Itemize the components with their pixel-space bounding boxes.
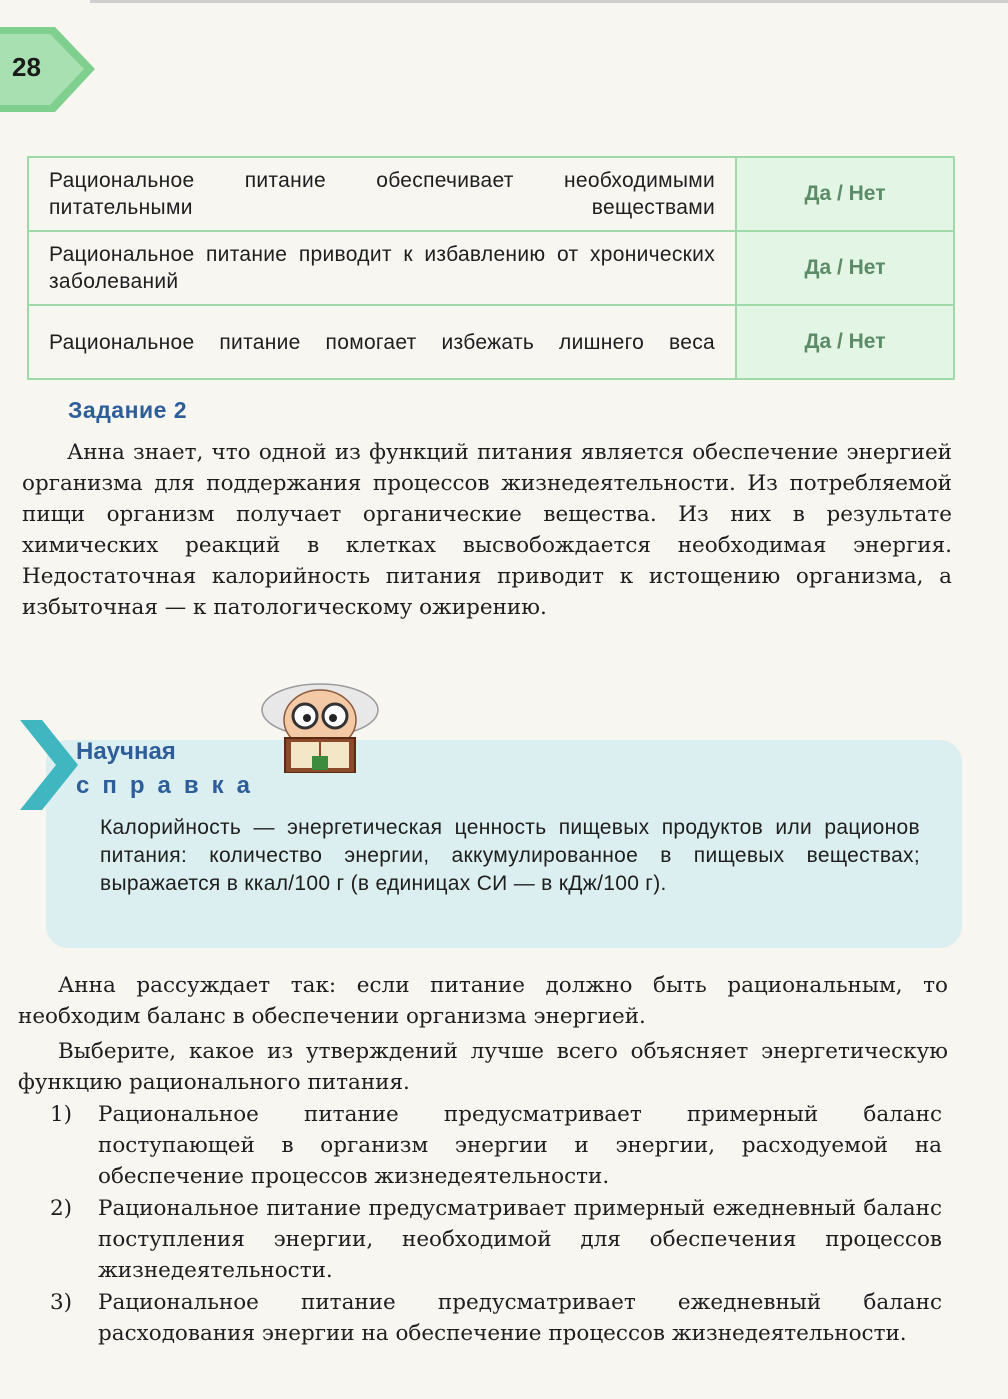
option-number: 2): [50, 1196, 73, 1221]
statement-cell: Рациональное питание приводит к избавлению от хронических заболеваний: [28, 231, 736, 305]
statement-cell: Рациональное питание обеспечивает необходимыми питательными веществами: [28, 157, 736, 231]
question-paragraph: Выберите, какое из утверждений лучше всего объясняет энергетическую функцию рационального питания.: [18, 1039, 948, 1095]
table-row: [28, 305, 954, 379]
list-item[interactable]: [50, 1287, 942, 1349]
option-number: 1): [50, 1102, 73, 1127]
task-paragraph: Анна знает, что одной из функций питания является обеспечение энергией организма для поддержания процессов жизнедеятельности. Из потребляемой пищи организм получает органические вещества. Из них в результате химических реакций в клетках высвобождается необходимая энергия. Недостаточная калорийность питания приводит к истощению организма, а избыточная — к патологическому ожирению.: [22, 440, 952, 620]
reference-text: Калорийность — энергетическая ценность пищевых продуктов или рационов питания: количество энергии, аккумулированное в пищевых веществах; выражается в ккал/100 г (в единицах СИ — в кДж/100 г).: [100, 816, 920, 895]
option-text: Рациональное питание предусматривает ежедневный баланс расходования энергии на обеспечение процессов жизнедеятельности.: [98, 1290, 942, 1346]
answer-options: [50, 1099, 942, 1350]
task-title: Задание 2: [68, 397, 188, 423]
answer-choice[interactable]: Да / Нет: [736, 305, 954, 379]
reasoning-paragraph: Анна рассуждает так: если питание должно быть рациональным, то необходим баланс в обеспечении организма энергией.: [18, 973, 948, 1029]
table-row: [28, 231, 954, 305]
table-row: [28, 157, 954, 231]
statements-table: [27, 156, 955, 380]
answer-choice[interactable]: Да / Нет: [736, 231, 954, 305]
statement-cell: Рациональное питание помогает избежать лишнего веса: [28, 305, 736, 379]
option-number: 3): [50, 1290, 73, 1315]
list-item[interactable]: [50, 1099, 942, 1192]
reference-title: Научная: [76, 738, 176, 765]
answer-choice[interactable]: Да / Нет: [736, 157, 954, 231]
top-border-line: [90, 0, 1008, 3]
reference-subtitle: справка: [76, 772, 263, 799]
page-number: 28: [12, 52, 41, 82]
scientist-reading-icon: [255, 678, 385, 773]
option-text: Рациональное питание предусматривает примерный баланс поступающей в организм энергии и энергии, расходуемой на обеспечение процессов жизнедеятельности.: [98, 1102, 942, 1189]
list-item[interactable]: [50, 1193, 942, 1286]
chevron-icon: [20, 720, 80, 810]
option-text: Рациональное питание предусматривает примерный ежедневный баланс поступления энергии, необходимой для обеспечения процессов жизнедеятельности.: [98, 1196, 942, 1283]
